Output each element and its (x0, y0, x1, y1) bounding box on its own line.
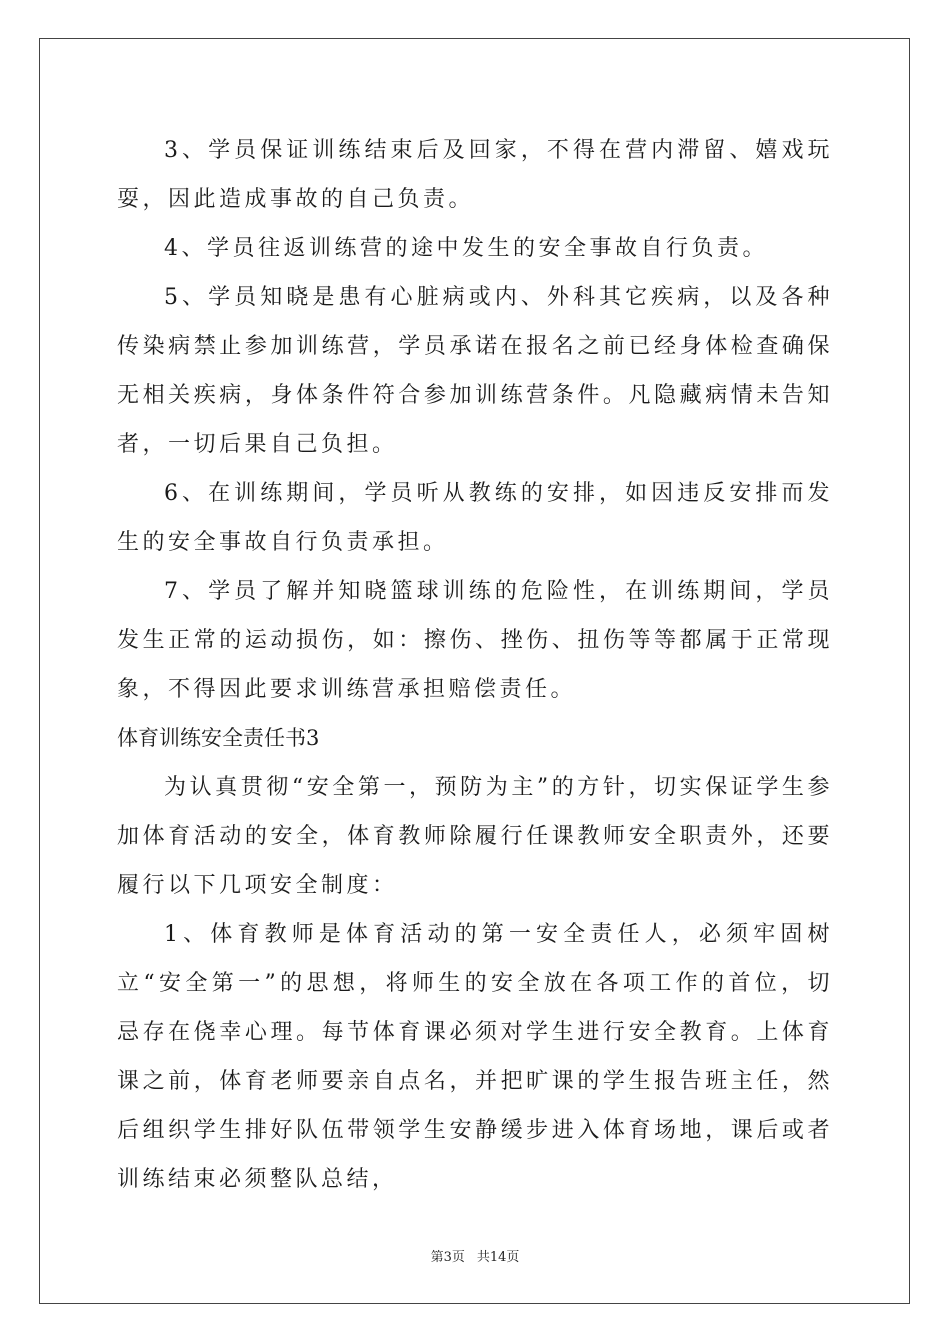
total-pages: 共14页 (476, 1250, 520, 1265)
paragraph-3: 3、学员保证训练结束后及回家，不得在营内滞留、嬉戏玩耍，因此造成事故的自己负责。 (117, 138, 833, 212)
paragraph-7: 7、学员了解并知晓篮球训练的危险性，在训练期间，学员发生正常的运动损伤，如：擦伤、挫伤、扭伤等等都属于正常现象，不得因此要求训练营承担赔偿责任。 (117, 579, 833, 702)
section-heading: 体育训练安全责任书3 (117, 726, 320, 750)
document-body (117, 126, 833, 1204)
page-footer (0, 1246, 950, 1265)
section-intro-paragraph: 为认真贯彻“安全第一，预防为主”的方针，切实保证学生参加体育活动的安全，体育教师除履行任课教师安全职责外，还要履行以下几项安全制度： (117, 775, 833, 898)
page-number: 第3页 (430, 1250, 465, 1265)
paragraph-4: 4、学员往返训练营的途中发生的安全事故自行负责。 (164, 236, 768, 261)
section-item-1-paragraph: 1、体育教师是体育活动的第一安全责任人，必须牢固树立“安全第一”的思想，将师生的安全放在各项工作的首位，切忌存在侥幸心理。每节体育课必须对学生进行安全教育。上体育课之前，体育老师要亲自点名，并把旷课的学生报告班主任，然后组织学生排好队伍带领学生安静缓步进入体育场地，课后或者训练结束必须整队总结， (117, 922, 833, 1192)
paragraph-5: 5、学员知晓是患有心脏病或内、外科其它疾病，以及各种传染病禁止参加训练营，学员承诺在报名之前已经身体检查确保无相关疾病，身体条件符合参加训练营条件。凡隐藏病情未告知者，一切后果自己负担。 (117, 285, 833, 457)
paragraph-6: 6、在训练期间，学员听从教练的安排，如因违反安排而发生的安全事故自行负责承担。 (117, 481, 833, 555)
